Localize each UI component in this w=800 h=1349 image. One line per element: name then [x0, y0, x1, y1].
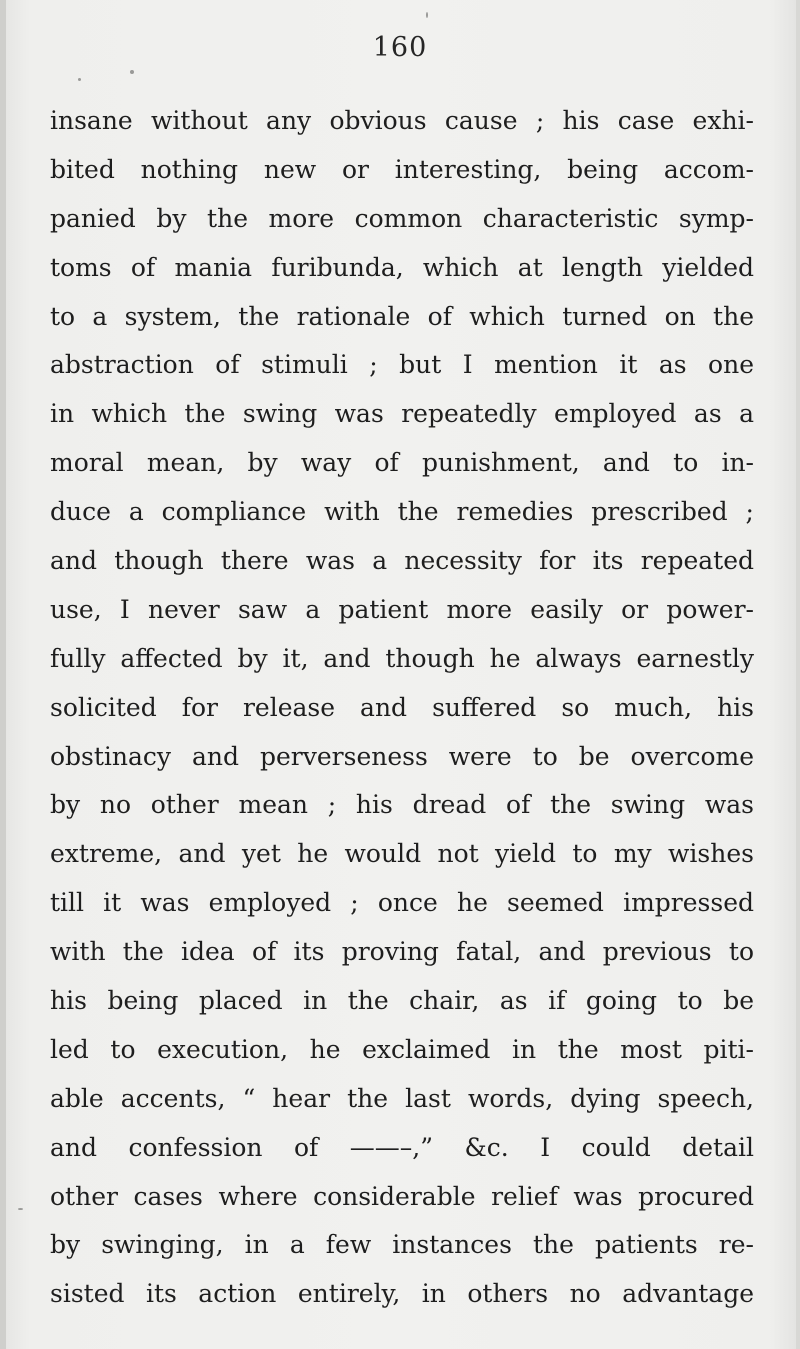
text-line: sisted its action entirely, in others no advantage	[50, 1279, 754, 1309]
text-line: able accents, “ hear the last words, dying speech,	[50, 1083, 754, 1113]
text-line: led to execution, he exclaimed in the most piti-	[50, 1034, 754, 1064]
page-right-edge	[796, 0, 800, 1349]
text-line: to a system, the rationale of which turned on the	[50, 301, 754, 331]
text-line: insane without any obvious cause ; his case exhi-	[50, 106, 754, 135]
text-line: in which the swing was repeatedly employed as a	[50, 399, 754, 429]
text-line: by swinging, in a few instances the patients re-	[50, 1230, 754, 1260]
text-line: fully affected by it, and though he always earnestly	[50, 643, 754, 673]
text-line: with the idea of its proving fatal, and previous to	[50, 937, 754, 967]
text-line: solicited for release and suffered so much, his	[50, 692, 754, 722]
text-line: by no other mean ; his dread of the swing was	[50, 790, 754, 820]
text-line: obstinacy and perverseness were to be overcome	[50, 741, 754, 771]
text-line: and confession of ——–,” &c. I could detail	[50, 1132, 754, 1162]
page-left-edge	[0, 0, 6, 1349]
text-line: abstraction of stimuli ; but I mention it as one	[50, 350, 754, 380]
text-line: and though there was a necessity for its repeated	[50, 546, 754, 576]
text-line: till it was employed ; once he seemed impressed	[50, 888, 754, 918]
ink-speck	[18, 1208, 23, 1210]
text-line: use, I never saw a patient more easily or power-	[50, 594, 754, 624]
ink-speck	[78, 78, 81, 81]
text-line: extreme, and yet he would not yield to my wishes	[50, 839, 754, 869]
text-line: moral mean, by way of punishment, and to in-	[50, 448, 754, 478]
page-number: 160	[372, 32, 428, 63]
ink-speck	[130, 70, 134, 74]
text-line: other cases where considerable relief was procured	[50, 1181, 754, 1211]
body-text	[50, 97, 754, 1319]
text-line: his being placed in the chair, as if going to be	[50, 986, 754, 1016]
text-line: panied by the more common characteristic symp-	[50, 203, 754, 233]
text-line: duce a compliance with the remedies prescribed ;	[50, 497, 754, 527]
text-line: toms of mania furibunda, which at length yielded	[50, 252, 754, 282]
text-line: bited nothing new or interesting, being accom-	[50, 154, 754, 184]
ink-speck	[426, 12, 428, 18]
